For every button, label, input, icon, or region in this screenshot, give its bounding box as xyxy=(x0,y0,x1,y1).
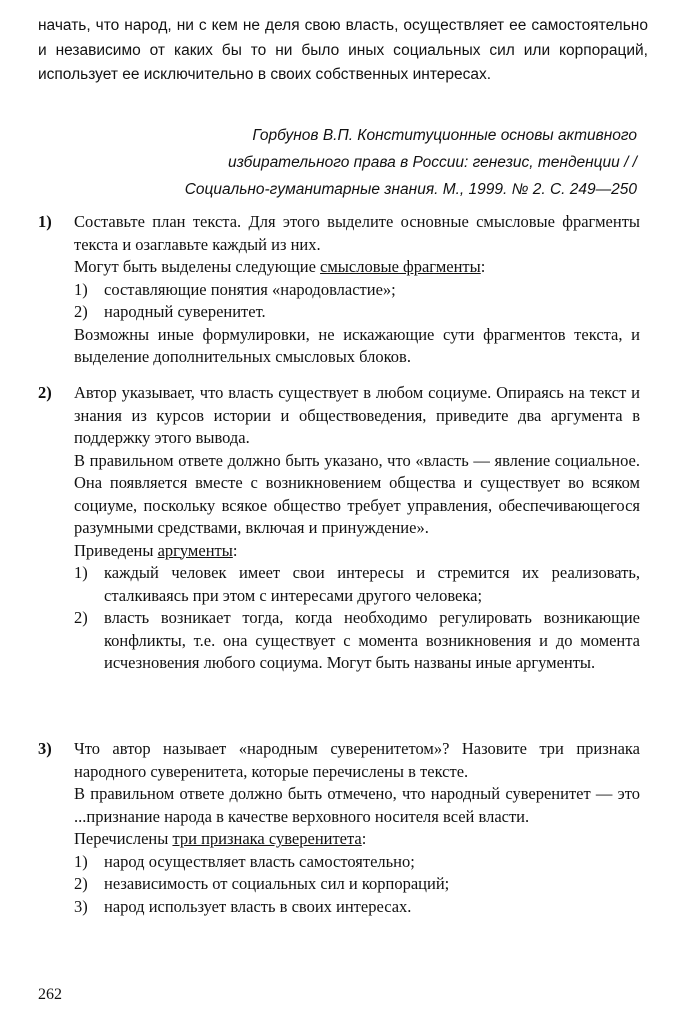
underlined-term: аргументы xyxy=(157,540,233,560)
question-1 xyxy=(38,211,640,369)
question-task: Что автор называет «народным суверенитетом»? Назовите три признака народного суверенитета, которые перечислены в тексте. xyxy=(74,739,640,781)
list-item: 3) народ использует власть в своих интересах. xyxy=(74,896,412,916)
page-number: 262 xyxy=(38,986,62,1003)
answer-lead: Могут быть выделены следующие смысловые фрагменты: xyxy=(74,257,486,276)
list-item: 2) власть возникает тогда, когда необходимо регулировать возникающие конфликты, т.е. она существует с момента возникновения и до момента исчезновения любого социума. Могут быть названы иные аргументы. xyxy=(74,608,640,672)
answer-lead: Перечислены три признака суверенитета: xyxy=(74,829,367,848)
answer-text: В правильном ответе должно быть отмечено, что народный суверенитет — это ...признание народа в качестве верховного носителя всей власти. xyxy=(74,784,640,826)
intro-passage xyxy=(38,14,648,88)
intro-text: начать, что народ, ни с кем не деля свою власть, осуществляет ее самостоятельно и независимо от каких бы то ни было иных социальных сил или корпораций, использует ее исключительно в своих собственных интересах. xyxy=(38,17,648,83)
question-number: 1) xyxy=(38,212,52,231)
question-task: Составьте план текста. Для этого выделите основные смысловые фрагменты текста и озаглавьте каждый из них. xyxy=(74,212,640,254)
underlined-term: три признака суверенитета xyxy=(172,829,362,848)
list-item: 1) составляющие понятия «народовластие»; xyxy=(74,279,396,299)
question-number: 2) xyxy=(38,383,52,402)
citation-line-3: Социально-гуманитарные знания. М., 1999. № 2. С. 249—250 xyxy=(184,181,637,198)
list-item: 2) народный суверенитет. xyxy=(74,302,266,321)
answer-lead: Приведены аргументы: xyxy=(74,540,238,560)
list-item: 1) каждый человек имеет свои интересы и стремится их реализовать, сталкиваясь при этом с интересами другого человека; xyxy=(74,563,640,605)
answer-note: Возможны иные формулировки, не искажающие сути фрагментов текста, и выделение дополнительных смысловых блоков. xyxy=(74,324,640,366)
citation-line-2: избирательного права в России: генезис, тенденции / / xyxy=(227,154,637,171)
question-number: 3) xyxy=(38,739,52,758)
question-3 xyxy=(38,738,640,918)
question-task: Автор указывает, что власть существует в любом социуме. Опираясь на текст и знания из курсов истории и обществоведения, приведите два аргумента в поддержку этого вывода. xyxy=(74,383,640,447)
answer-text: В правильном ответе должно быть указано, что «власть — явление социальное. Она появляется вместе с возникновением общества и существует во всяком социуме, поскольку всякое общество требует управления, обеспечивающегося разумными средствами, включая и принуждение». xyxy=(74,450,640,537)
citation-line-1: Горбунов В.П. Конституционные основы активного xyxy=(252,127,637,144)
source-citation xyxy=(77,122,637,203)
underlined-term: смысловые фрагменты xyxy=(320,257,481,276)
list-item: 2) независимость от социальных сил и корпораций; xyxy=(74,874,450,893)
question-2 xyxy=(38,382,640,675)
list-item: 1) народ осуществляет власть самостоятельно; xyxy=(74,851,415,871)
